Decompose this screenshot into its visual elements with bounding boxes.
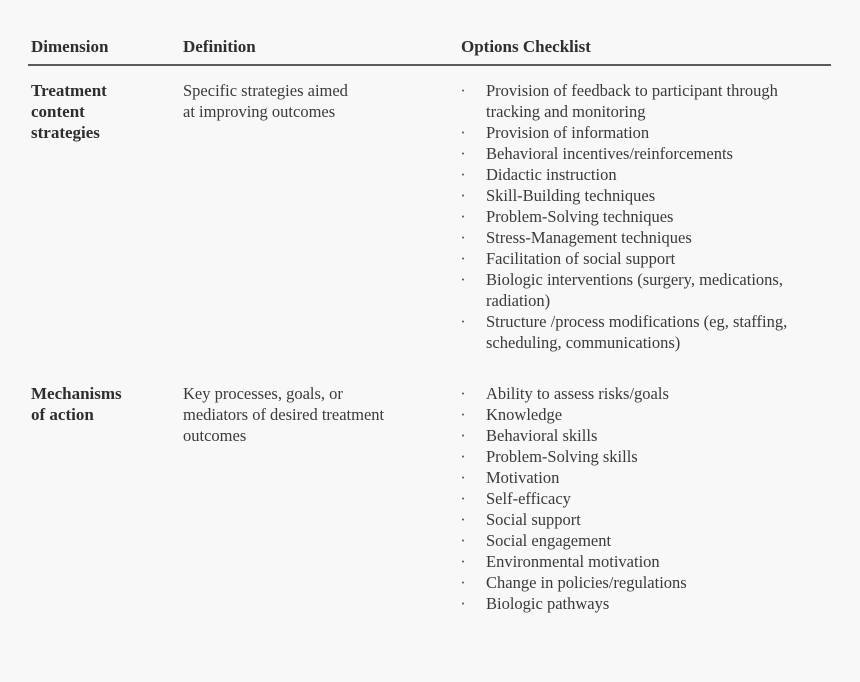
bullet-icon: ·: [460, 186, 466, 205]
definition-line: outcomes: [183, 426, 247, 445]
option-text: Structure /process modifications (eg, staffing,: [486, 312, 788, 331]
definition-cell: [183, 383, 443, 446]
bullet-icon: ·: [460, 552, 466, 571]
checklist-table: [28, 30, 831, 613]
list-item: [458, 572, 838, 593]
definition-line: Specific strategies aimed: [183, 81, 348, 100]
option-text: Facilitation of social support: [486, 249, 676, 268]
definition-line: at improving outcomes: [183, 102, 336, 121]
option-text: Problem-Solving techniques: [486, 207, 674, 226]
list-item: [458, 227, 838, 248]
bullet-icon: ·: [460, 165, 466, 184]
header-options-checklist: Options Checklist: [461, 37, 591, 56]
option-text: Motivation: [486, 468, 560, 487]
option-text: Biologic interventions (surgery, medications,: [486, 270, 783, 289]
header-definition: Definition: [183, 37, 256, 56]
list-item: [458, 383, 838, 404]
bullet-icon: ·: [460, 594, 466, 613]
bullet-icon: ·: [460, 426, 466, 445]
bullet-icon: ·: [460, 207, 466, 226]
bullet-icon: ·: [460, 81, 466, 100]
list-item: [458, 206, 838, 227]
option-text: Problem-Solving skills: [486, 447, 638, 466]
dimension-line: of action: [31, 405, 94, 424]
option-text: Provision of feedback to participant through: [486, 81, 778, 100]
bullet-icon: ·: [460, 312, 466, 331]
dimension-cell: [31, 80, 171, 143]
bullet-icon: ·: [460, 384, 466, 403]
option-text: Environmental motivation: [486, 552, 660, 571]
header-dimension: Dimension: [31, 37, 109, 56]
list-item: [458, 80, 838, 122]
bullet-icon: ·: [460, 573, 466, 592]
list-item: [458, 530, 838, 551]
list-item: [458, 248, 838, 269]
option-text: Ability to assess risks/goals: [486, 384, 669, 403]
option-text: Social support: [486, 510, 581, 529]
list-item: [458, 404, 838, 425]
option-text: Behavioral incentives/reinforcements: [486, 144, 733, 163]
table-row-mechanisms-of-action: [28, 383, 831, 623]
list-item: [458, 509, 838, 530]
option-text: Behavioral skills: [486, 426, 598, 445]
option-text: Provision of information: [486, 123, 650, 142]
bullet-icon: ·: [460, 531, 466, 550]
list-item: [458, 446, 838, 467]
definition-cell: [183, 80, 443, 122]
options-list: [458, 383, 838, 614]
dimension-line: Mechanisms: [31, 384, 122, 403]
definition-line: mediators of desired treatment: [183, 405, 385, 424]
list-item: [458, 467, 838, 488]
bullet-icon: ·: [460, 468, 466, 487]
option-text: Skill-Building techniques: [486, 186, 656, 205]
list-item: [458, 122, 838, 143]
option-text: scheduling, communications): [486, 333, 681, 352]
bullet-icon: ·: [460, 123, 466, 142]
bullet-icon: ·: [460, 489, 466, 508]
option-text: Knowledge: [486, 405, 563, 424]
definition-line: Key processes, goals, or: [183, 384, 343, 403]
option-text: Stress-Management techniques: [486, 228, 692, 247]
options-list: [458, 80, 838, 353]
option-text: Self-efficacy: [486, 489, 571, 508]
list-item: [458, 311, 838, 353]
list-item: [458, 488, 838, 509]
dimension-line: content: [31, 102, 85, 121]
bullet-icon: ·: [460, 447, 466, 466]
bullet-icon: ·: [460, 270, 466, 289]
list-item: [458, 164, 838, 185]
bullet-icon: ·: [460, 228, 466, 247]
option-text: Social engagement: [486, 531, 612, 550]
dimension-line: Treatment: [31, 81, 107, 100]
option-text: Biologic pathways: [486, 594, 610, 613]
list-item: [458, 551, 838, 572]
option-text: tracking and monitoring: [486, 102, 646, 121]
dimension-line: strategies: [31, 123, 100, 142]
list-item: [458, 269, 838, 311]
bullet-icon: ·: [460, 144, 466, 163]
list-item: [458, 593, 838, 614]
list-item: [458, 185, 838, 206]
list-item: [458, 143, 838, 164]
option-text: radiation): [486, 291, 551, 310]
list-item: [458, 425, 838, 446]
dimension-cell: [31, 383, 171, 425]
bullet-icon: ·: [460, 405, 466, 424]
table-row-treatment-content-strategies: [28, 80, 831, 370]
option-text: Didactic instruction: [486, 165, 617, 184]
table-header: [28, 30, 831, 66]
bullet-icon: ·: [460, 510, 466, 529]
bullet-icon: ·: [460, 249, 466, 268]
option-text: Change in policies/regulations: [486, 573, 687, 592]
